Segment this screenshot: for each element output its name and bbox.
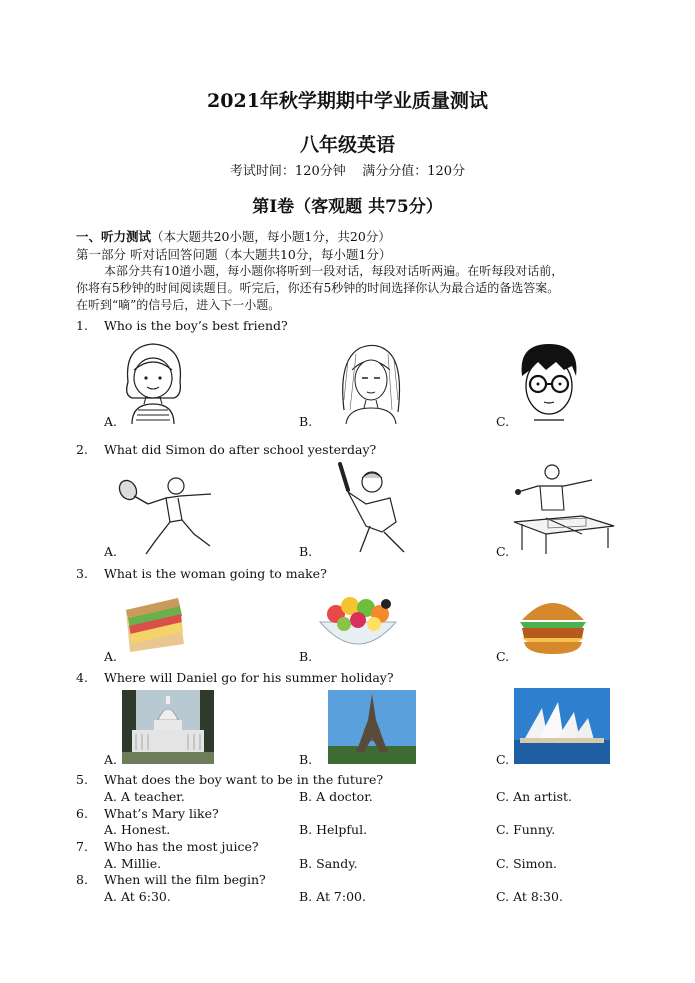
part1-note: （本大题共10分，每小题1分） xyxy=(217,247,392,262)
volume-title: 第Ⅰ卷（客观题 共75分） xyxy=(252,197,443,217)
part1-heading xyxy=(76,246,391,263)
question-number: 6. xyxy=(76,806,88,821)
option-a: A. At 6:30. xyxy=(104,889,171,904)
section-heading-label: 一、听力测试 xyxy=(76,229,152,244)
question-text: When will the film begin? xyxy=(104,872,266,887)
sandwich-icon xyxy=(122,594,190,656)
question-number: 7. xyxy=(76,839,88,854)
option-c: C. xyxy=(496,414,510,429)
option-b: B. Helpful. xyxy=(299,822,368,837)
option-c: C. Funny. xyxy=(496,822,556,837)
boy-glasses-icon xyxy=(516,340,582,425)
hamburger-icon xyxy=(516,592,590,656)
option-a: A. Millie. xyxy=(104,856,162,871)
option-a: A. A teacher. xyxy=(104,789,185,804)
option-a: A. Honest. xyxy=(104,822,171,837)
question-text: What’s Mary like? xyxy=(104,806,219,821)
question-number: 2. xyxy=(76,442,88,457)
sydney-opera-house-icon xyxy=(514,688,610,764)
girl-long-hair-icon xyxy=(330,340,412,425)
question-text: What is the woman going to make? xyxy=(104,566,327,581)
question-text: What does the boy want to be in the future? xyxy=(104,772,384,787)
question-text: Who is the boy’s best friend? xyxy=(104,318,288,333)
question-number: 8. xyxy=(76,872,88,887)
option-b: B. xyxy=(299,414,313,429)
option-c: C. An artist. xyxy=(496,789,572,804)
table-tennis-icon xyxy=(512,462,616,554)
question-number: 1. xyxy=(76,318,88,333)
instructions-line3: 在听到“嘀”的信号后，进入下一小题。 xyxy=(76,298,281,312)
option-b: B. Sandy. xyxy=(299,856,358,871)
option-c: C. xyxy=(496,752,510,767)
page-title: 2021年秋学期期中学业质量测试 xyxy=(207,90,488,112)
question-text: Where will Daniel go for his summer holiday? xyxy=(104,670,394,685)
option-a: A. xyxy=(104,752,118,767)
option-b: B. At 7:00. xyxy=(299,889,366,904)
option-b: B. xyxy=(299,649,313,664)
question-number: 5. xyxy=(76,772,88,787)
option-a: A. xyxy=(104,414,118,429)
exam-info: 考试时间：120分钟 满分分值：120分 xyxy=(229,164,466,179)
option-c: C. Simon. xyxy=(496,856,558,871)
capitol-building-icon xyxy=(122,690,214,764)
baseball-player-icon xyxy=(330,462,412,554)
fruit-salad-icon xyxy=(316,586,400,658)
question-text: What did Simon do after school yesterday? xyxy=(104,442,377,457)
question-number: 4. xyxy=(76,670,88,685)
girl-short-hair-icon xyxy=(118,340,188,425)
instructions-line2: 你将有5秒钟的时间阅读题目。听完后，你还有5秒钟的时间选择你认为最合适的备选答案。 xyxy=(76,281,560,295)
option-b: B. A doctor. xyxy=(299,789,373,804)
instructions-line1: 本部分共有10道小题，每小题你将听到一段对话，每段对话听两遍。在听每段对话前， xyxy=(104,264,564,278)
exam-subtitle: 八年级英语 xyxy=(299,134,395,156)
section-heading-note: （本大题共20小题，每小题1分，共20分） xyxy=(151,229,391,244)
option-a: A. xyxy=(104,649,118,664)
option-c: C. xyxy=(496,649,510,664)
option-c: C. At 8:30. xyxy=(496,889,563,904)
section-heading xyxy=(76,228,391,245)
option-c: C. xyxy=(496,544,510,559)
part1-label: 第一部分 听对话回答问题 xyxy=(76,247,218,262)
option-b: B. xyxy=(299,752,313,767)
tennis-player-icon xyxy=(116,470,216,558)
question-text: Who has the most juice? xyxy=(104,839,259,854)
option-b: B. xyxy=(299,544,313,559)
question-number: 3. xyxy=(76,566,88,581)
option-a: A. xyxy=(104,544,118,559)
eiffel-tower-icon xyxy=(328,690,416,764)
